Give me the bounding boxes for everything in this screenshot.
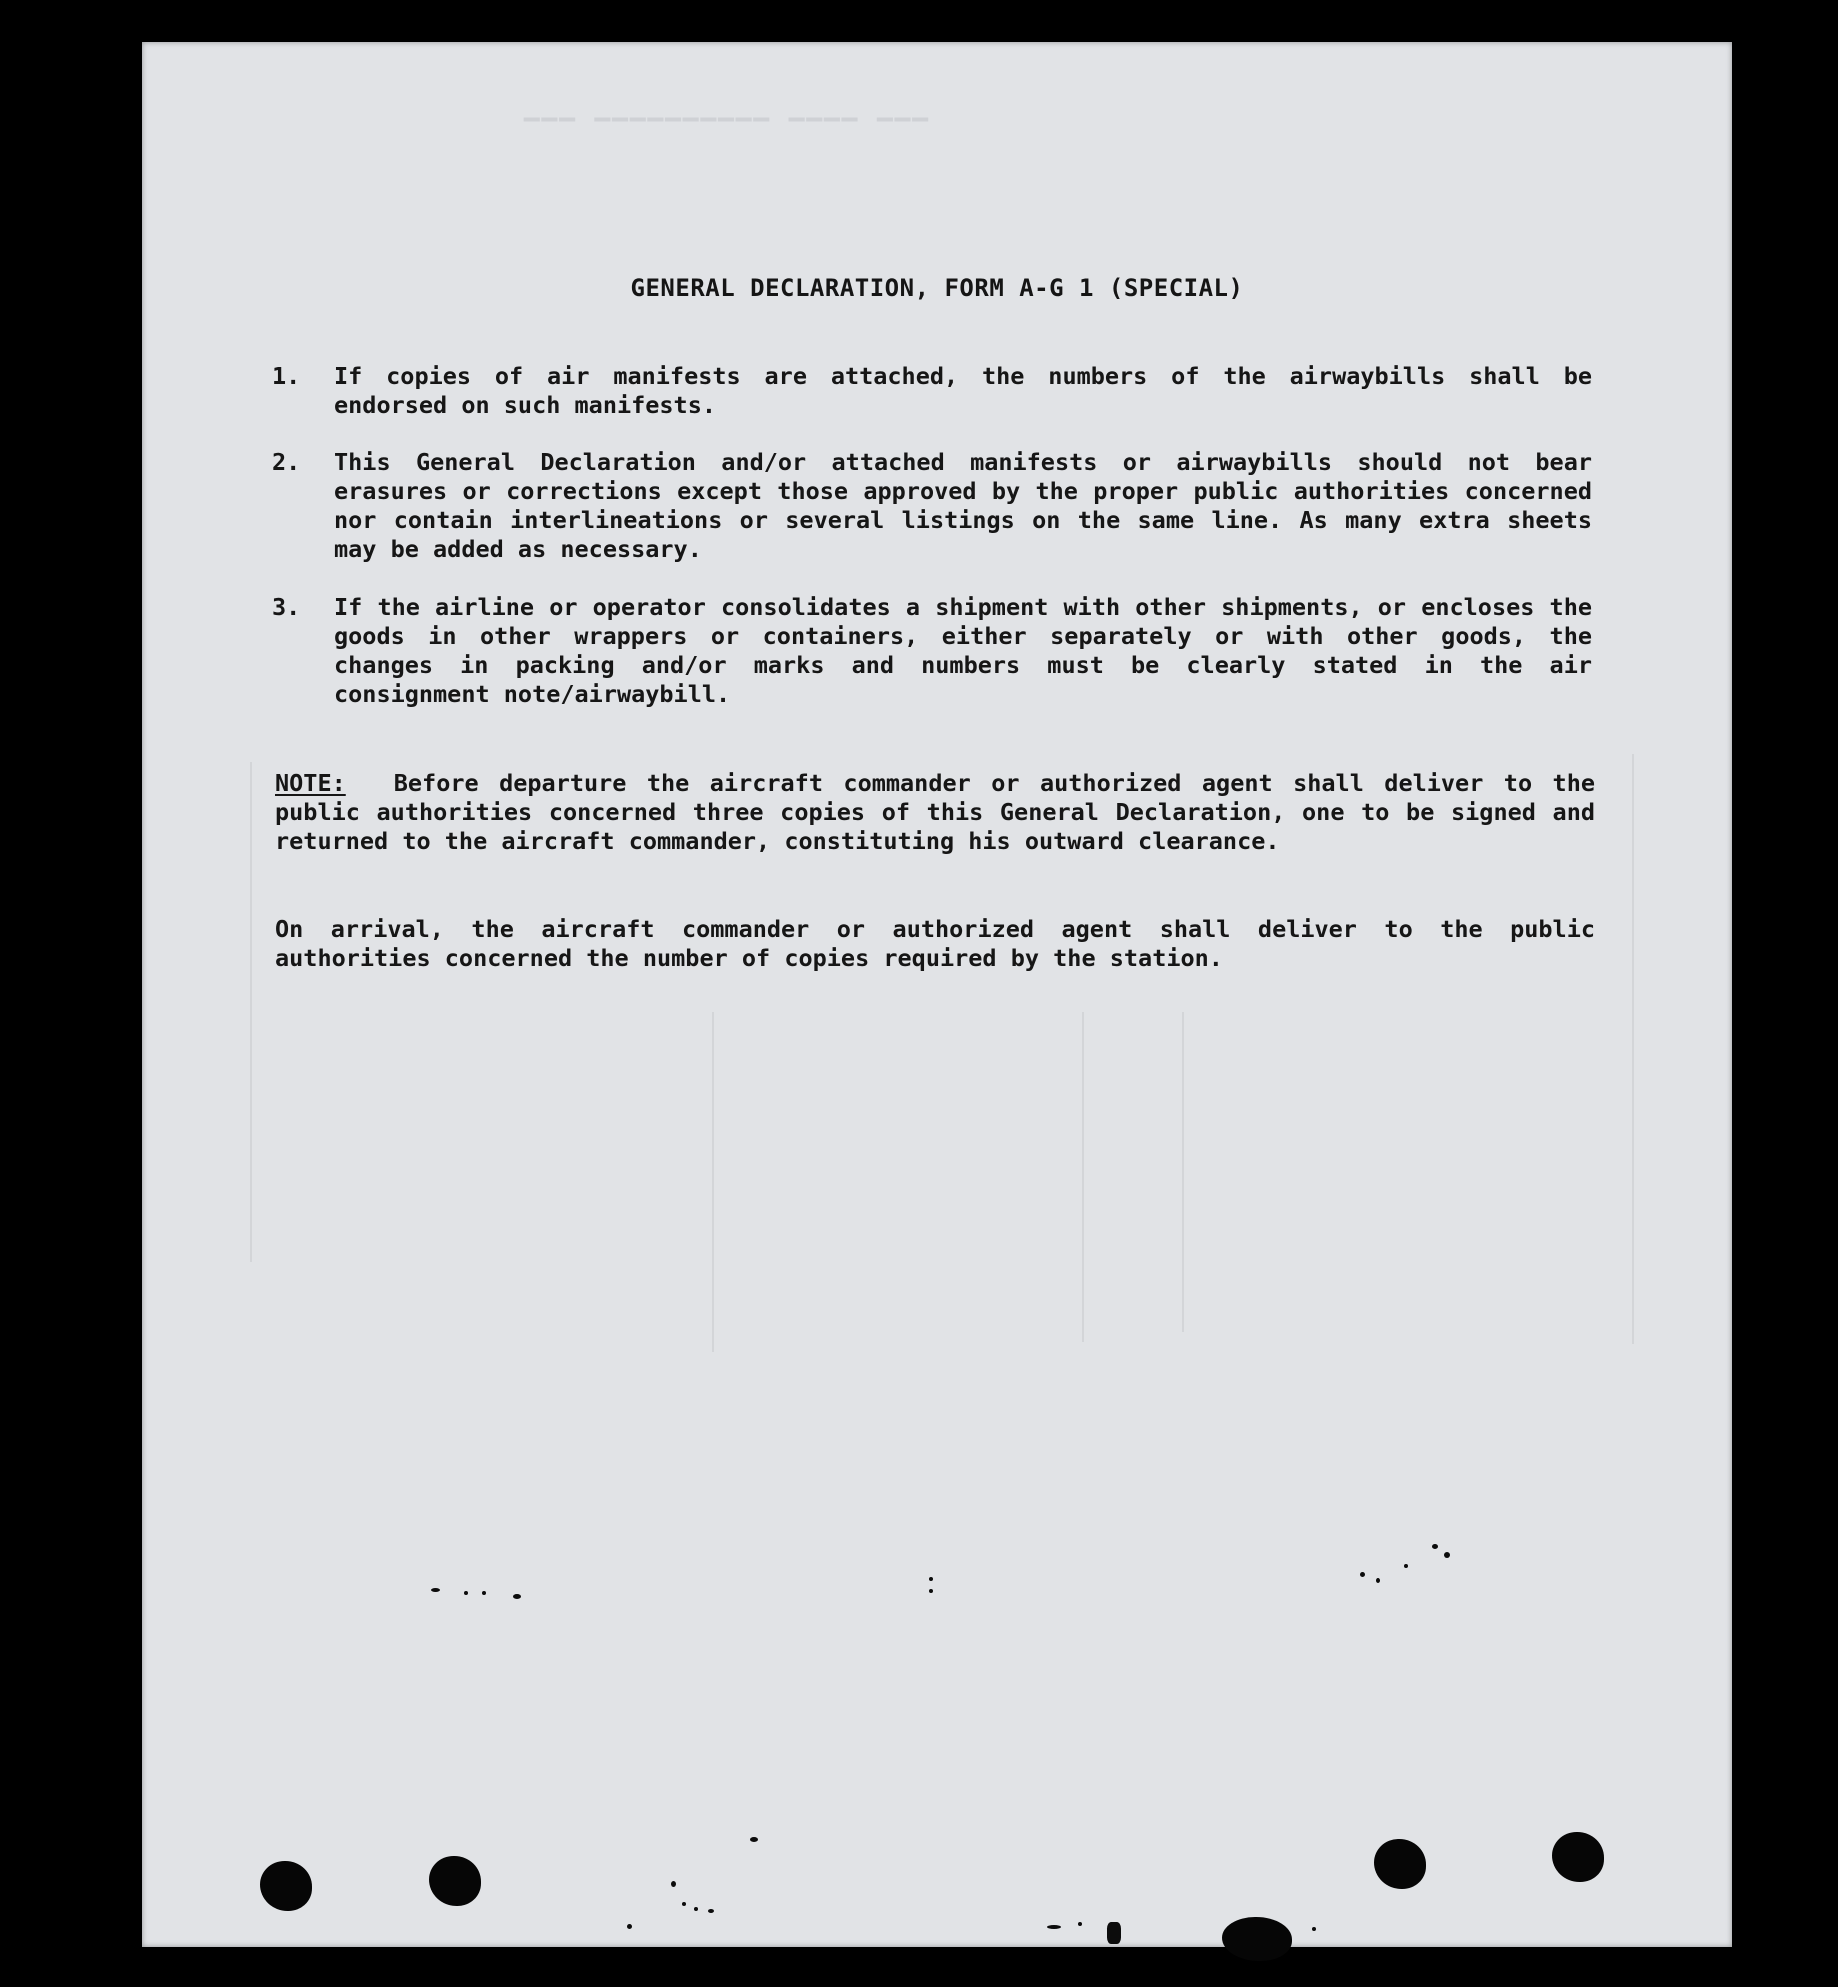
document-page — [142, 42, 1732, 1947]
list-item-number: 3. — [272, 593, 301, 621]
bleed-through-rule — [1632, 754, 1634, 1344]
punch-hole — [1552, 1832, 1604, 1882]
note-text: Before departure the aircraft commander or authorized agent shall deliver to the public authorities concerned three copies of this General Declaration, one to be signed and returned to the aircraft commander, constituting his outward clearance. — [275, 769, 1595, 855]
ink-speck — [694, 1907, 698, 1911]
ink-speck — [1404, 1564, 1408, 1568]
ink-speck — [1376, 1578, 1380, 1583]
ink-speck — [750, 1837, 758, 1842]
punch-hole — [1222, 1917, 1292, 1961]
list-item-number: 2. — [272, 448, 301, 476]
punch-hole — [429, 1856, 481, 1906]
list-item-number: 1. — [272, 362, 301, 390]
ink-speck — [464, 1591, 468, 1595]
list-item-text: If copies of air manifests are attached, the numbers of the airwaybills shall be endorsed on such manifests. — [334, 362, 1592, 419]
list-item — [272, 448, 1592, 564]
ink-speck — [1078, 1922, 1082, 1926]
note-paragraph — [275, 769, 1595, 856]
arrival-paragraph: On arrival, the aircraft commander or authorized agent shall deliver to the public authorities concerned the number of copies required by the station. — [275, 915, 1595, 972]
list-item-text: If the airline or operator consolidates a shipment with other shipments, or encloses the goods in other wrappers or containers, either separately or with other goods, the changes in packing and/or marks and numbers must be clearly stated in the air consignment note/airwaybill. — [334, 593, 1592, 708]
bleed-through-rule — [250, 762, 252, 1262]
list-item — [272, 593, 1592, 709]
ink-speck — [627, 1924, 632, 1929]
ink-speck — [682, 1902, 686, 1906]
list-item — [272, 362, 1592, 420]
note-label: NOTE: — [275, 769, 346, 797]
ink-speck — [482, 1591, 486, 1595]
ink-speck — [431, 1588, 440, 1592]
ink-speck — [1432, 1544, 1438, 1549]
bleed-through-rule — [1182, 1012, 1184, 1332]
ink-speck — [1107, 1922, 1121, 1944]
document-title: GENERAL DECLARATION, FORM A-G 1 (SPECIAL) — [630, 274, 1244, 302]
bleed-through-text: ▁▁▁ ▁▁▁▁ ▁▁▁▁▁▁▁▁▁▁ ▁▁▁ — [522, 92, 929, 122]
list-item-text: This General Declaration and/or attached manifests or airwaybills should not bear erasures or corrections except those approved by the proper public authorities concerned nor contain interlineations or several listings on the same line. As many extra sheets may be added as necessary. — [334, 448, 1592, 563]
punch-hole — [260, 1861, 312, 1911]
bleed-through-rule — [712, 1012, 714, 1352]
ink-speck — [1360, 1572, 1365, 1577]
punch-hole — [1374, 1839, 1426, 1889]
ink-speck — [1047, 1925, 1061, 1929]
ink-speck — [929, 1589, 933, 1593]
ink-speck — [708, 1909, 714, 1913]
ink-speck — [1444, 1552, 1450, 1558]
ink-speck — [671, 1881, 676, 1887]
bleed-through-rule — [1082, 1012, 1084, 1342]
ink-speck — [1312, 1927, 1316, 1931]
ink-speck — [513, 1594, 521, 1599]
ink-speck — [929, 1577, 933, 1581]
